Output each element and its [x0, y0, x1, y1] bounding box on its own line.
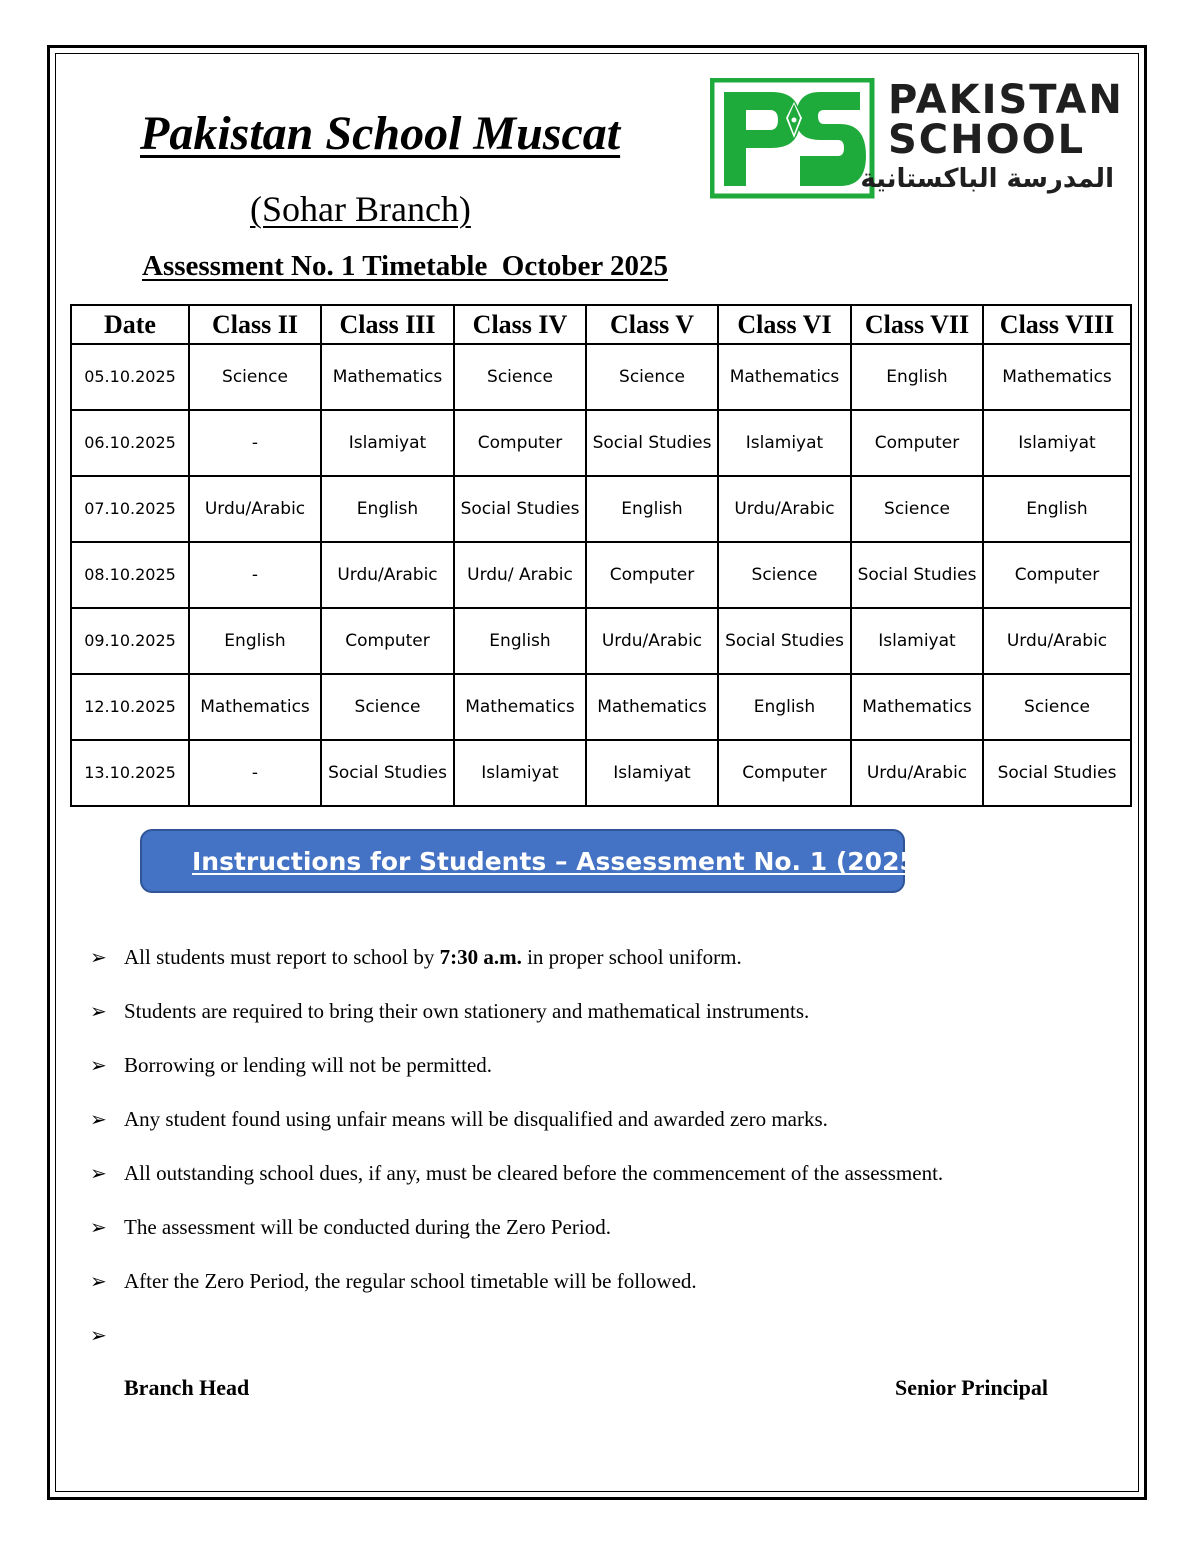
subject-cell: Computer	[718, 740, 851, 806]
list-item	[90, 1102, 1130, 1156]
instruction-text-part: Students are required to bring their own stationery and mathematical instruments.	[124, 999, 810, 1023]
instruction-text	[124, 1156, 943, 1190]
arrowhead-bullet-icon: ➢	[90, 1053, 107, 1077]
logo-wordmark-line-1: PAKISTAN	[888, 77, 1124, 123]
subject-cell: Social Studies	[321, 740, 454, 806]
timetable-body	[71, 344, 1131, 806]
date-cell: 07.10.2025	[71, 476, 189, 542]
arrowhead-bullet-icon: ➢	[90, 1269, 107, 1293]
instruction-text	[124, 1264, 697, 1298]
subject-cell: Mathematics	[718, 344, 851, 410]
subject-cell: English	[321, 476, 454, 542]
instruction-text-part: Any student found using unfair means will be disqualified and awarded zero marks.	[124, 1107, 828, 1131]
date-cell: 12.10.2025	[71, 674, 189, 740]
subject-cell: Islamiyat	[983, 410, 1131, 476]
subject-cell: Computer	[983, 542, 1131, 608]
subject-cell: Mathematics	[586, 674, 718, 740]
header-cell: Class IV	[454, 305, 586, 344]
subject-cell: Science	[321, 674, 454, 740]
signature-senior-principal: Senior Principal	[895, 1375, 1048, 1400]
instruction-text-part: Borrowing or lending will not be permitted.	[124, 1053, 493, 1077]
subject-cell: Urdu/Arabic	[851, 740, 983, 806]
subject-cell: Science	[983, 674, 1131, 740]
arrowhead-bullet-icon: ➢	[90, 1215, 107, 1239]
subject-cell: English	[983, 476, 1131, 542]
subject-cell: Science	[189, 344, 321, 410]
header-cell: Class VI	[718, 305, 851, 344]
list-item-empty	[90, 1318, 1130, 1358]
logo-wordmark-line-2: SCHOOL	[888, 117, 1086, 163]
list-item	[90, 1156, 1130, 1210]
instruction-text-emphasis: 7:30 a.m.	[439, 945, 522, 969]
date-cell: 13.10.2025	[71, 740, 189, 806]
instruction-text-part: in proper school uniform.	[521, 945, 742, 969]
subject-cell: Islamiyat	[586, 740, 718, 806]
instruction-text-part: The assessment will be conducted during the Zero Period.	[124, 1215, 611, 1239]
subject-cell: -	[189, 740, 321, 806]
subject-cell: Mathematics	[851, 674, 983, 740]
instructions-banner-title: Instructions for Students – Assessment No. 1 (2025	[192, 847, 917, 876]
timetable	[70, 304, 1132, 807]
subject-cell: Science	[586, 344, 718, 410]
arrowhead-bullet-icon: ➢	[90, 1107, 107, 1131]
header-cell: Class VIII	[983, 305, 1131, 344]
subject-cell: -	[189, 542, 321, 608]
table-row	[71, 674, 1131, 740]
header-cell: Class III	[321, 305, 454, 344]
arrowhead-bullet-icon: ➢	[90, 1323, 107, 1347]
subject-cell: English	[586, 476, 718, 542]
logo-arabic-text: المدرسة الباكستانية	[860, 164, 1114, 194]
header-cell: Class II	[189, 305, 321, 344]
arrowhead-bullet-icon: ➢	[90, 945, 107, 969]
subject-cell: Islamiyat	[454, 740, 586, 806]
list-item	[90, 994, 1130, 1048]
subject-cell: English	[718, 674, 851, 740]
instructions-list	[90, 940, 1130, 1358]
ps-monogram-icon	[710, 78, 880, 200]
date-cell: 08.10.2025	[71, 542, 189, 608]
subject-cell: Science	[454, 344, 586, 410]
subject-cell: Urdu/Arabic	[586, 608, 718, 674]
subject-cell: Social Studies	[718, 608, 851, 674]
instructions-banner	[140, 829, 917, 893]
header-cell: Class VII	[851, 305, 983, 344]
header-cell: Date	[71, 305, 189, 344]
subject-cell: English	[851, 344, 983, 410]
date-cell: 05.10.2025	[71, 344, 189, 410]
table-row	[71, 542, 1131, 608]
signature-branch-head: Branch Head	[124, 1375, 250, 1400]
subject-cell: Islamiyat	[321, 410, 454, 476]
date-cell: 09.10.2025	[71, 608, 189, 674]
list-item	[90, 940, 1130, 994]
table-row	[71, 344, 1131, 410]
subject-cell: Islamiyat	[718, 410, 851, 476]
list-item	[90, 1048, 1130, 1102]
instruction-text	[124, 1102, 828, 1136]
instruction-text-part: After the Zero Period, the regular school timetable will be followed.	[124, 1269, 697, 1293]
subject-cell: Science	[851, 476, 983, 542]
subject-cell: Social Studies	[454, 476, 586, 542]
subject-cell: Urdu/Arabic	[983, 608, 1131, 674]
subject-cell: English	[454, 608, 586, 674]
instruction-text	[124, 940, 742, 974]
subject-cell: Mathematics	[321, 344, 454, 410]
subject-cell: Computer	[586, 542, 718, 608]
subject-cell: Computer	[851, 410, 983, 476]
school-logo	[710, 77, 1124, 200]
subject-cell: Urdu/Arabic	[321, 542, 454, 608]
instruction-text	[124, 994, 809, 1028]
instruction-text-part: All students must report to school by	[124, 945, 440, 969]
table-row	[71, 740, 1131, 806]
subject-cell: Urdu/Arabic	[189, 476, 321, 542]
table-row	[71, 476, 1131, 542]
assessment-title: Assessment No. 1 Timetable October 2025	[142, 250, 668, 282]
timetable-header-row	[71, 305, 1131, 344]
subject-cell: Mathematics	[189, 674, 321, 740]
subject-cell: English	[189, 608, 321, 674]
arrowhead-bullet-icon: ➢	[90, 1161, 107, 1185]
subject-cell: Islamiyat	[851, 608, 983, 674]
subject-cell: Social Studies	[851, 542, 983, 608]
instruction-text	[124, 1048, 492, 1082]
header-cell: Class V	[586, 305, 718, 344]
table-row	[71, 608, 1131, 674]
list-item	[90, 1264, 1130, 1318]
school-title: Pakistan School Muscat	[140, 107, 621, 160]
arrowhead-bullet-icon: ➢	[90, 999, 107, 1023]
subject-cell: Urdu/Arabic	[718, 476, 851, 542]
subject-cell: Science	[718, 542, 851, 608]
instruction-text	[124, 1210, 611, 1244]
date-cell: 06.10.2025	[71, 410, 189, 476]
table-row	[71, 410, 1131, 476]
subject-cell: Computer	[454, 410, 586, 476]
subject-cell: Social Studies	[586, 410, 718, 476]
subject-cell: Mathematics	[454, 674, 586, 740]
subject-cell: Computer	[321, 608, 454, 674]
subject-cell: -	[189, 410, 321, 476]
subject-cell: Social Studies	[983, 740, 1131, 806]
instruction-text-part: All outstanding school dues, if any, must be cleared before the commencement of the assessment.	[124, 1161, 944, 1185]
subject-cell: Urdu/ Arabic	[454, 542, 586, 608]
branch-name: (Sohar Branch)	[250, 189, 471, 229]
list-item	[90, 1210, 1130, 1264]
subject-cell: Mathematics	[983, 344, 1131, 410]
